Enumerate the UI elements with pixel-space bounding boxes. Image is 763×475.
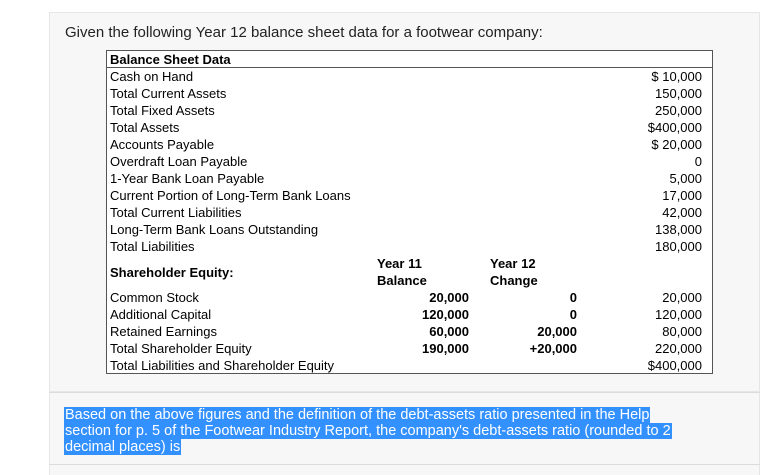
row-value: $400,000 bbox=[647, 358, 702, 373]
intro-text: Given the following Year 12 balance sheet data for a footwear company: bbox=[65, 24, 543, 41]
question-line-3: decimal places) is bbox=[65, 439, 181, 455]
row-value: $ 20,000 bbox=[651, 137, 702, 152]
row-value: 250,000 bbox=[655, 103, 702, 118]
row-value: 138,000 bbox=[655, 222, 702, 237]
question-line-1: Based on the above figures and the definition of the debt-assets ratio presented in the Help bbox=[65, 407, 650, 423]
row-label: Total Shareholder Equity bbox=[110, 341, 252, 356]
row-value: 17,000 bbox=[662, 188, 702, 203]
row-label: Total Liabilities bbox=[110, 239, 195, 254]
change-value: 0 bbox=[569, 290, 577, 305]
col-header-year11: Year 11 bbox=[377, 256, 422, 271]
year11-value: 190,000 bbox=[422, 341, 469, 356]
row-value: 180,000 bbox=[655, 239, 702, 254]
equity-title: Shareholder Equity: bbox=[110, 265, 234, 280]
row-label: Total Current Assets bbox=[110, 86, 227, 101]
divider bbox=[49, 392, 760, 393]
row-value: 80,000 bbox=[662, 324, 702, 339]
row-label: Total Fixed Assets bbox=[110, 103, 215, 118]
row-label: Total Current Liabilities bbox=[110, 205, 242, 220]
question-line-2: section for p. 5 of the Footwear Industry Report, the company's debt-assets ratio (rounded to 2 bbox=[65, 423, 671, 439]
header-rule bbox=[107, 67, 712, 68]
row-label: Accounts Payable bbox=[110, 137, 215, 152]
table-header: Balance Sheet Data bbox=[110, 52, 231, 67]
col-header-change: Change bbox=[490, 273, 538, 288]
row-value: 120,000 bbox=[655, 307, 702, 322]
row-label: Current Portion of Long-Term Bank Loans bbox=[110, 188, 351, 203]
col-header-year12: Year 12 bbox=[490, 256, 536, 271]
row-label: 1-Year Bank Loan Payable bbox=[110, 171, 265, 186]
row-value: 0 bbox=[694, 154, 702, 169]
row-label: Total Liabilities and Shareholder Equity bbox=[110, 358, 335, 373]
row-value: 20,000 bbox=[662, 290, 702, 305]
row-label: Total Assets bbox=[110, 120, 180, 135]
divider bbox=[49, 464, 760, 465]
row-label: Additional Capital bbox=[110, 307, 212, 322]
row-value: $ 10,000 bbox=[651, 69, 702, 84]
row-value: $400,000 bbox=[647, 120, 702, 135]
row-label: Overdraft Loan Payable bbox=[110, 154, 248, 169]
col-header-balance: Balance bbox=[377, 273, 427, 288]
row-value: 42,000 bbox=[662, 205, 702, 220]
change-value: +20,000 bbox=[529, 341, 577, 356]
year11-value: 60,000 bbox=[429, 324, 469, 339]
year11-value: 20,000 bbox=[429, 290, 469, 305]
row-label: Cash on Hand bbox=[110, 69, 194, 84]
change-value: 0 bbox=[569, 307, 577, 322]
change-value: 20,000 bbox=[537, 324, 577, 339]
balance-sheet-table bbox=[106, 50, 713, 374]
year11-value: 120,000 bbox=[422, 307, 469, 322]
row-value: 220,000 bbox=[655, 341, 702, 356]
row-value: 150,000 bbox=[655, 86, 702, 101]
row-label: Retained Earnings bbox=[110, 324, 217, 339]
row-label: Common Stock bbox=[110, 290, 199, 305]
row-value: 5,000 bbox=[669, 171, 702, 186]
row-label: Long-Term Bank Loans Outstanding bbox=[110, 222, 319, 237]
